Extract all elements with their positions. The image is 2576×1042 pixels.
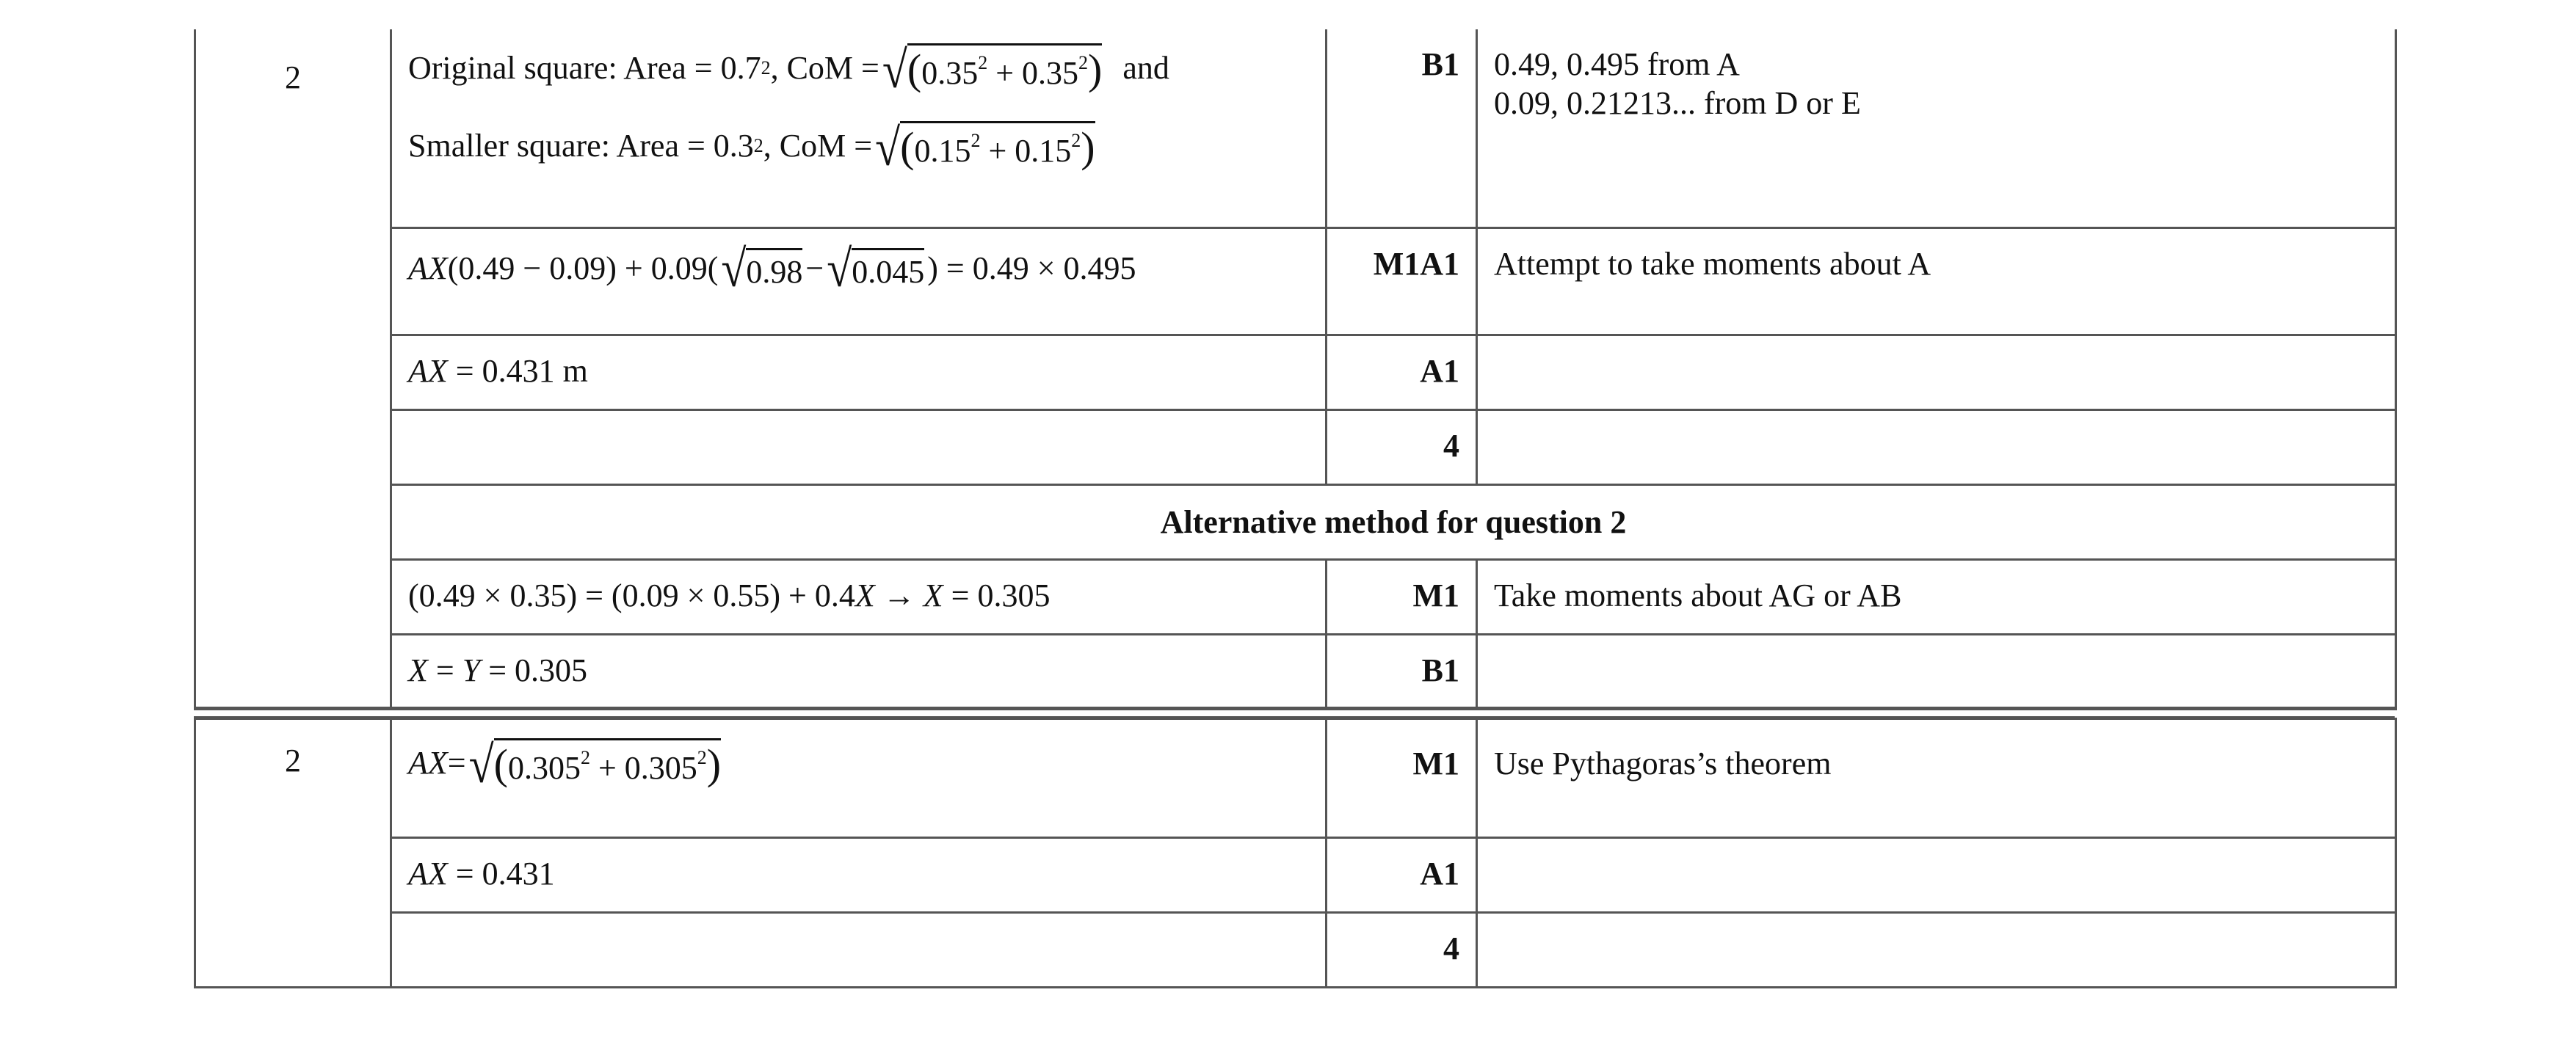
table-row (195, 913, 2396, 988)
question-number: 2 (285, 59, 301, 95)
guidance-cell (1477, 409, 2396, 484)
answer-cell: AX = 0.431 m (391, 335, 1327, 409)
question-number-cell (195, 29, 391, 709)
mark-scheme-table-main (194, 29, 2397, 710)
answer-line-smaller-square: Smaller square: Area = 0.3 2 , CoM = √ $(0.15^2 + 0.15^2)$ (408, 119, 1095, 177)
guidance-cell: Attempt to take moments about A (1477, 227, 2396, 335)
mark-cell: B1 (1327, 634, 1477, 709)
table-row (195, 719, 2396, 838)
square-root: √ 0.98 (721, 240, 803, 298)
question-number: 2 (285, 743, 301, 779)
mark-cell: M1A1 (1327, 227, 1477, 335)
mark-cell: A1 (1327, 838, 1477, 913)
guidance-cell: Take moments about AG or AB (1477, 559, 2396, 634)
mark-cell: M1 (1327, 719, 1477, 838)
table-row (195, 634, 2396, 709)
table-separator (194, 707, 2395, 718)
guidance-cell (1477, 634, 2396, 709)
square-root: √ $(0.35^2 + 0.35^2)$ (882, 41, 1103, 99)
table-row (195, 484, 2396, 559)
guidance-cell (1477, 913, 2396, 988)
guidance-cell (1477, 335, 2396, 409)
mark-scheme-table-continued (194, 718, 2397, 988)
table-row (195, 227, 2396, 335)
mark-cell: B1 (1327, 29, 1477, 227)
alternative-method-heading: Alternative method for question 2 (391, 484, 2396, 559)
answer-cell: AX = 0.431 (391, 838, 1327, 913)
table-row (195, 335, 2396, 409)
total-mark-cell: 4 (1327, 913, 1477, 988)
answer-cell (391, 409, 1327, 484)
table-row (195, 29, 2396, 227)
answer-cell (391, 29, 1327, 227)
guidance-cell: Use Pythagoras’s theorem (1477, 719, 2396, 838)
question-number-cell (195, 719, 391, 988)
square-root: √ $(0.305^2 + 0.305^2)$ (468, 736, 722, 794)
square-root: √ $(0.15^2 + 0.15^2)$ (875, 119, 1095, 177)
mark-cell: M1 (1327, 559, 1477, 634)
answer-cell (391, 913, 1327, 988)
table-row (195, 838, 2396, 913)
table-row (195, 409, 2396, 484)
square-root: √ 0.045 (827, 240, 925, 298)
answer-cell: (0.49 × 0.35) = (0.09 × 0.55) + 0.4X → X = 0.305 (391, 559, 1327, 634)
answer-cell: X = Y = 0.305 (391, 634, 1327, 709)
answer-cell: AX = √ $(0.305^2 + 0.305^2)$ (391, 719, 1327, 838)
table-row (195, 559, 2396, 634)
total-mark-cell: 4 (1327, 409, 1477, 484)
guidance-cell: 0.49, 0.495 from A 0.09, 0.21213... from D or E (1477, 29, 2396, 227)
mark-cell: A1 (1327, 335, 1477, 409)
answer-line-original-square: Original square: Area = 0.7 2 , CoM = √ $(0.35^2 + 0.35^2)$ and (408, 41, 1169, 99)
answer-cell: AX (0.49 − 0.09) + 0.09( √ 0.98 − √ 0.045 ) = 0.49 × 0.495 (391, 227, 1327, 335)
guidance-cell (1477, 838, 2396, 913)
